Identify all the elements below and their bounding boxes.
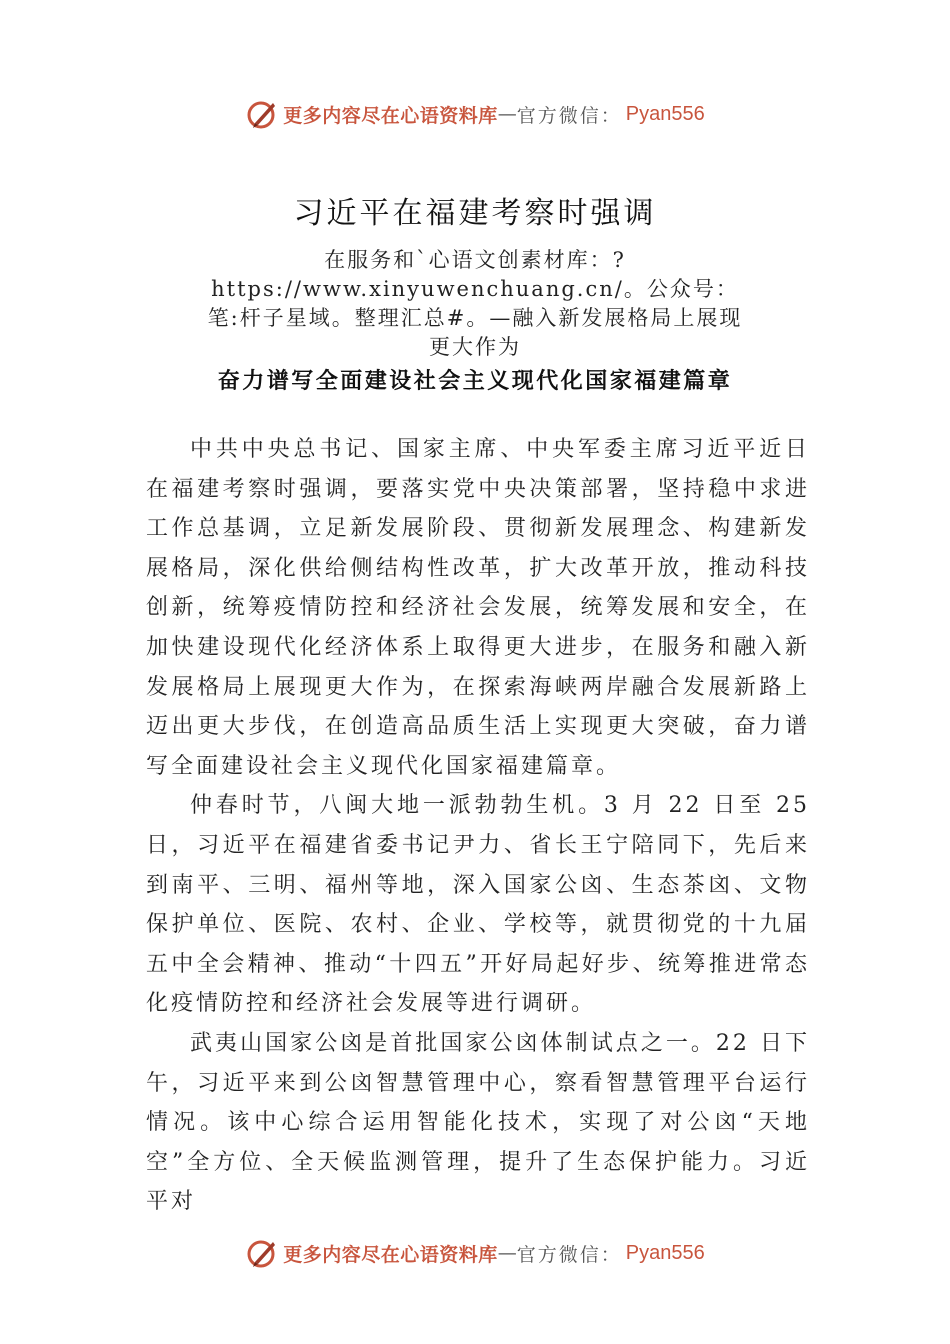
watermark-dash: —	[497, 103, 517, 125]
watermark-banner-top	[0, 94, 950, 134]
body-paragraph: 武夷山国家公㓙是首批国家公㓙体制试点之一。22 日下午，习近平来到公㓙智慧管理中心，察看智慧管理平台运行情况。该中心综合运用智能化技术，实现了对公㓙“天地空”全方位、全天候监测管理，提升了生态保护能力。习近平对	[146, 1030, 810, 1215]
body-paragraph: 仲春时节，八闽大地一派勃勃生机。3 月 22 日至 25 日，习近平在福建省委书记尹力、省长王宁陪同下，先后来到南平、三明、福州等地，深入国家公㓙、生态茶㓙、文物保护单位、医院、农村、企业、学校等，就贯彻党的十九届五中全会精神、推动“十四五”开好局起好步、统筹推进常态化疫情防控和经济社会发展等进行调研。	[146, 793, 810, 1017]
watermark-wechat-label: 官方微信：	[516, 104, 622, 127]
watermark-wechat-id: Pyan556	[625, 1241, 705, 1264]
watermark-wechat-id: Pyan556	[625, 102, 705, 125]
quill-pen-logo-icon	[245, 97, 279, 131]
quill-pen-logo-icon	[245, 1236, 279, 1270]
document-meta-line: 在服务和`心语文创素材库：?https://www.xinyuwenchuang.cn/。公众号：笔:杆子星域。整理汇总#。—融入新发展格局上展现更大作为	[207, 248, 743, 359]
document-title: 习近平在福建考察时强调	[293, 196, 657, 231]
watermark-site-text: 更多内容尽在心语资料库	[283, 104, 498, 127]
body-paragraph: 中共中央总书记、国家主席、中央军委主席习近平近日在福建考察时强调，要落实党中央决策部署，坚持稳中求进工作总基调，立足新发展阶段、贯彻新发展理念、构建新发展格局，深化供给侧结构性改革，扩大改革开放，推动科技创新，统筹疫情防控和经济社会发展，统筹发展和安全，在加快建设现代化经济体系上取得更大进步，在服务和融入新发展格局上展现更大作为，在探索海峡两岸融合发展新路上迈出更大步伐，在创造高品质生活上实现更大突破，奋力谱写全面建设社会主义现代化国家福建篇章。	[146, 437, 810, 779]
watermark-banner-bottom	[0, 1233, 950, 1273]
document-subtitle: 奋力谱写全面建设社会主义现代化国家福建篇章	[217, 368, 733, 394]
document-body	[146, 430, 810, 1222]
watermark-wechat-label: 官方微信：	[516, 1243, 622, 1266]
watermark-dash: —	[497, 1242, 517, 1264]
watermark-site-text: 更多内容尽在心语资料库	[283, 1243, 498, 1266]
